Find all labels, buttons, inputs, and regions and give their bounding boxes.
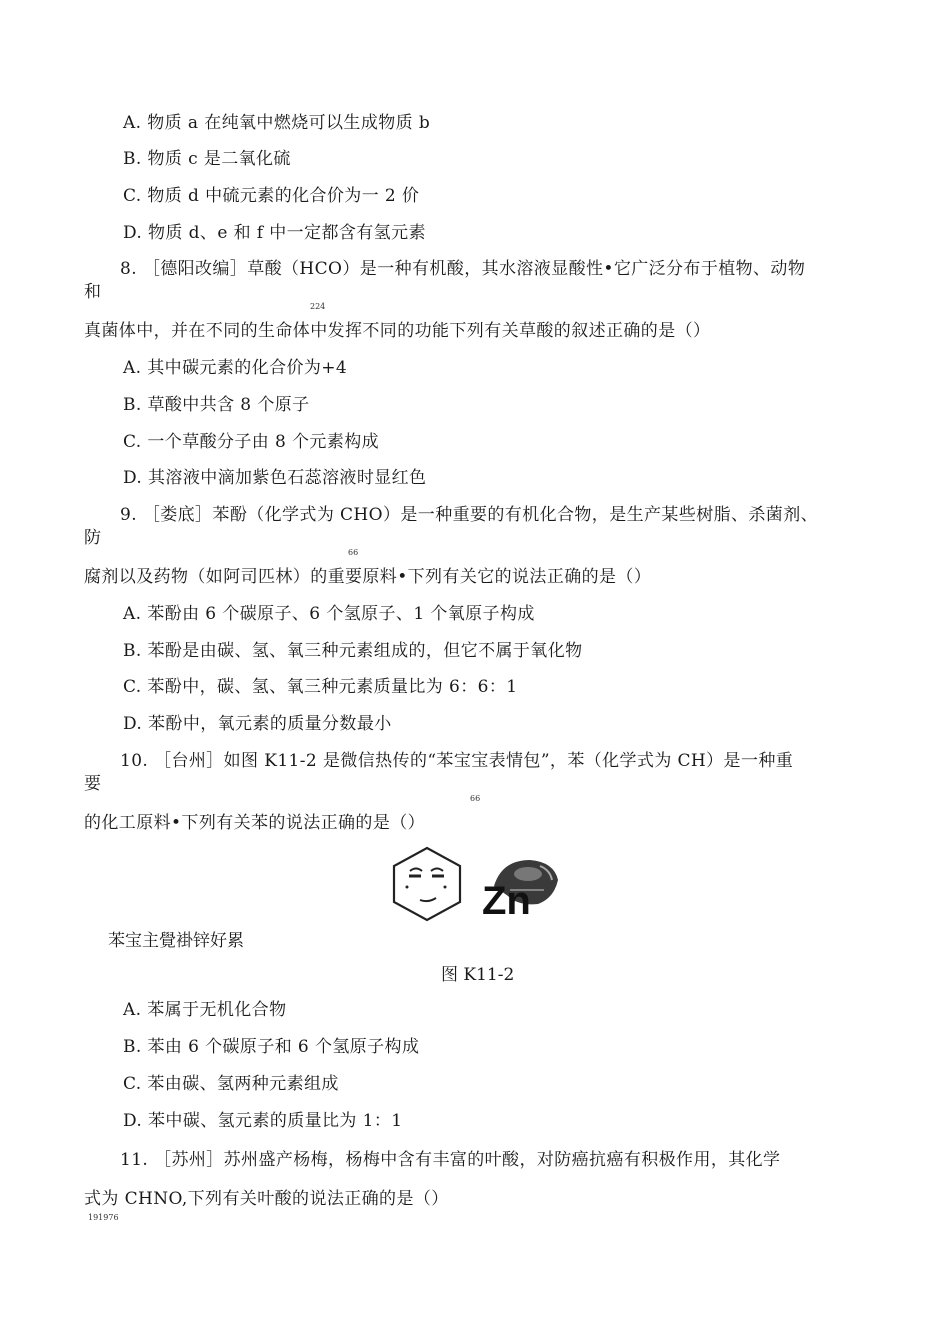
q9-option-b: B. 苯酚是由碳、氢、氧三种元素组成的，但它不属于氧化物 [123,641,583,661]
zinc-symbol: Zn [482,879,531,922]
q10-option-d: D. 苯中碳、氢元素的质量比为 1：1 [123,1111,403,1131]
q11-stem-line1: 11. ［苏州］苏州盛产杨梅，杨梅中含有丰富的叶酸，对防癌抗癌有积极作用，其化学 [120,1150,781,1170]
q11-stem-line2: 式为 CHNO,下列有关叶酸的说法正确的是（） [84,1189,449,1209]
q9-subscript: 66 [348,548,359,557]
q8-option-d: D. 其溶液中滴加紫色石蕊溶液时显红色 [123,468,427,488]
q10-stem-line2: 的化工原料•下列有关苯的说法正确的是（） [84,813,426,833]
q7-option-c: C. 物质 d 中硫元素的化合价为一 2 价 [123,186,420,206]
q7-option-d: D. 物质 d、e 和 f 中一定都含有氢元素 [123,223,426,243]
q9-stem-line1: 9. ［娄底］苯酚（化学式为 CHO）是一种重要的有机化合物，是生产某些树脂、杀菌剂、 [120,505,818,525]
q8-stem-wrap: 和 [84,282,102,302]
q8-subscript: 224 [310,302,326,311]
q9-option-d: D. 苯酚中，氧元素的质量分数最小 [123,714,392,734]
q8-option-a: A. 其中碳元素的化合价为+4 [123,358,348,378]
q8-stem-line1: 8. ［德阳改编］草酸（HCO）是一种有机酸，其水溶液显酸性•它广泛分布于植物、动物 [120,259,806,279]
q8-stem-line2: 真菌体中，并在不同的生命体中发挥不同的功能下列有关草酸的叙述正确的是（） [84,321,711,341]
q9-stem-line2: 腐剂以及药物（如阿司匹林）的重要原料•下列有关它的说法正确的是（） [84,567,652,587]
q8-option-b: B. 草酸中共含 8 个原子 [123,395,310,415]
benzene-hexagon [394,848,460,920]
q11-subscript: 191976 [88,1213,119,1222]
q10-option-c: C. 苯由碳、氢两种元素组成 [123,1074,339,1094]
q8-option-c: C. 一个草酸分子由 8 个元素构成 [123,432,380,452]
figure-label: 图 K11-2 [441,965,515,985]
q9-stem-wrap: 防 [84,528,102,548]
q10-stem-wrap: 要 [84,774,102,794]
q10-option-b: B. 苯由 6 个碳原子和 6 个氢原子构成 [123,1037,420,1057]
benzene-emoji-figure [390,846,562,922]
q10-option-a: A. 苯属于无机化合物 [123,1000,287,1020]
q10-stem-line1: 10. ［台州］如图 K11-2 是微信热传的“苯宝宝表情包”，苯（化学式为 CH）是一种重 [120,751,794,771]
q10-subscript: 66 [470,794,481,803]
q7-option-b: B. 物质 c 是二氧化硫 [123,149,291,169]
q9-option-a: A. 苯酚由 6 个碳原子、6 个氢原子、1 个氧原子构成 [123,604,535,624]
q9-option-c: C. 苯酚中，碳、氢、氧三种元素质量比为 6：6：1 [123,677,518,697]
q7-option-a: A. 物质 a 在纯氧中燃烧可以生成物质 b [123,113,431,133]
figure-caption: 苯宝主覺褂锌好累 [108,931,244,951]
smirk-face-icon [406,869,447,902]
